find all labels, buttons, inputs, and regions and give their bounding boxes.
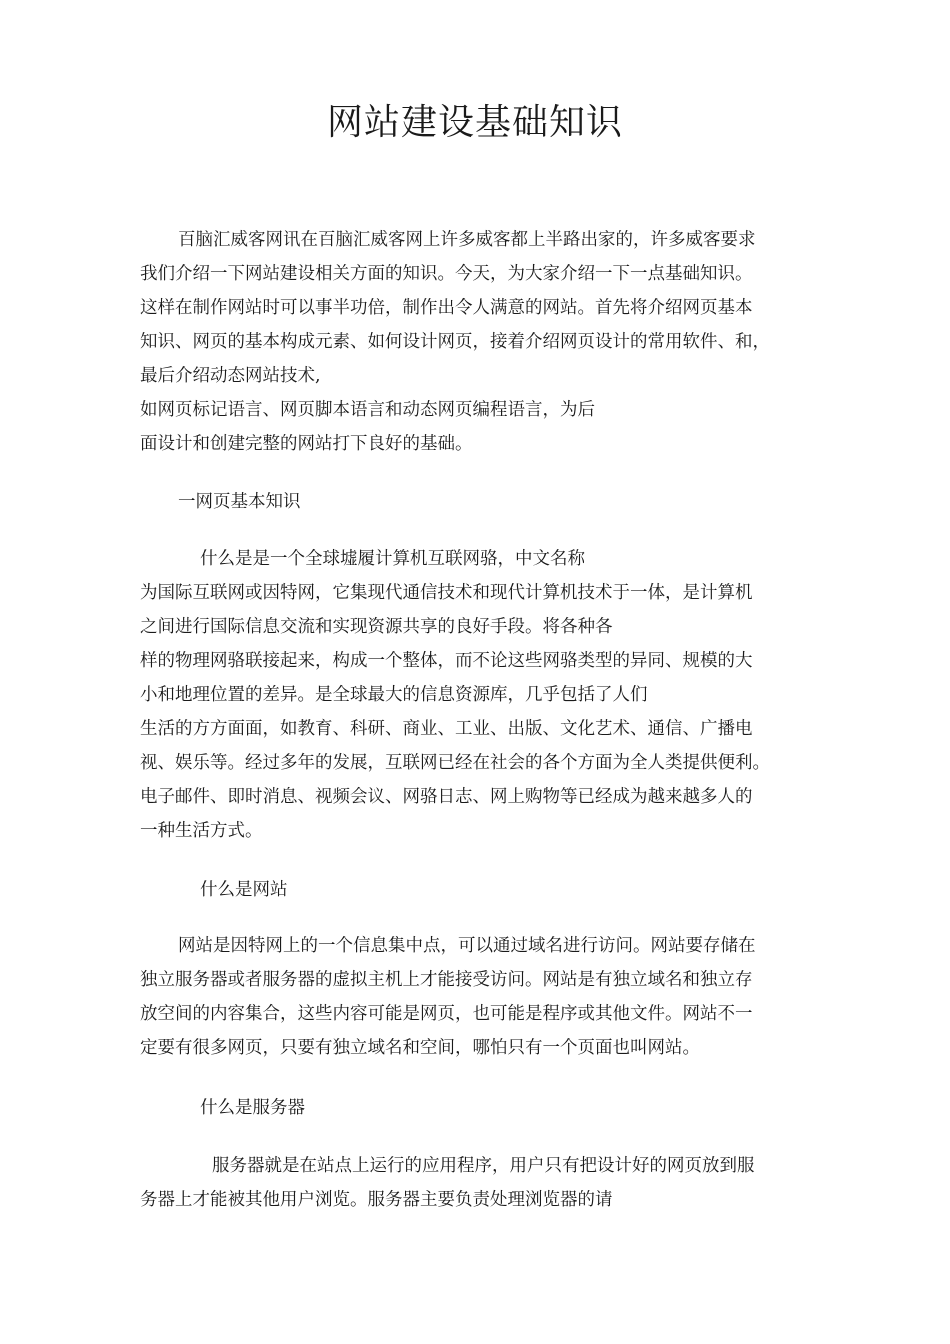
section3-line-1: 服务器就是在站点上运行的应用程序，用户只有把设计好的网页放到服 (212, 1156, 755, 1176)
section2-line-4: 定要有很多网页，只要有独立域名和空间，哪怕只有一个页面也叫网站。 (140, 1038, 700, 1058)
intro-line-2: 我们介绍一下网站建设相关方面的知识。今天，为大家介绍一下一点基础知识。 (140, 264, 753, 284)
section2-line-2: 独立服务器或者服务器的虚拟主机上才能接受访问。网站是有独立域名和独立存 (140, 970, 753, 990)
section1-line-3: 之间进行国际信息交流和实现资源共享的良好手段。将各种各 (140, 617, 613, 637)
section1-line-7: 视、娱乐等。经过多年的发展，互联网已经在社会的各个方面为全人类提供便利。 (140, 753, 770, 773)
section3-line-2: 务器上才能被其他用户浏览。服务器主要负责处理浏览器的请 (140, 1190, 613, 1210)
section2-line-1: 网站是因特网上的一个信息集中点，可以通过域名进行访问。网站要存储在 (178, 936, 756, 956)
intro-line-5: 最后介绍动态网站技术, (140, 366, 321, 386)
intro-line-1: 百脑汇威客网讯在百脑汇威客网上许多威客都上半路出家的，许多威客要求 (178, 230, 756, 250)
section-heading-server: 什么是服务器 (200, 1098, 305, 1118)
section1-line-4: 样的物理网骆联接起来，构成一个整体，而不论这些网骆类型的异同、规模的大 (140, 651, 753, 671)
section1-line-2: 为国际互联网或因特网，它集现代通信技术和现代计算机技术于一体，是计算机 (140, 583, 753, 603)
intro-line-4: 知识、网页的基本构成元素、如何设计网页，接着介绍网页设计的常用软件、和， (140, 332, 770, 352)
section1-line-9: 一种生活方式。 (140, 821, 263, 841)
intro-line-3: 这样在制作网站时可以事半功倍，制作出令人满意的网站。首先将介绍网页基本 (140, 298, 753, 318)
intro-line-7: 面设计和创建完整的网站打下良好的基础。 (140, 434, 473, 454)
section1-line-1: 什么是是一个全球墟履计算机互联网骆，中文名称 (200, 549, 585, 569)
section-heading-website: 什么是网站 (200, 880, 288, 900)
section1-line-5: 小和地理位置的差异。是全球最大的信息资源库，几乎包括了人们 (140, 685, 648, 705)
section-heading-basics: 一网页基本知识 (178, 492, 301, 512)
document-title: 网站建设基础知识 (326, 102, 623, 143)
section1-line-8: 电子邮件、即时消息、视频会议、网骆日志、网上购物等已经成为越来越多人的 (140, 787, 753, 807)
section1-line-6: 生活的方方面面，如教育、科研、商业、工业、出版、文化艺术、通信、广播电 (140, 719, 753, 739)
section2-line-3: 放空间的内容集合，这些内容可能是网页，也可能是程序或其他文件。网站不一 (140, 1004, 753, 1024)
intro-line-6: 如网页标记语言、网页脚本语言和动态网页编程语言，为后 (140, 400, 595, 420)
